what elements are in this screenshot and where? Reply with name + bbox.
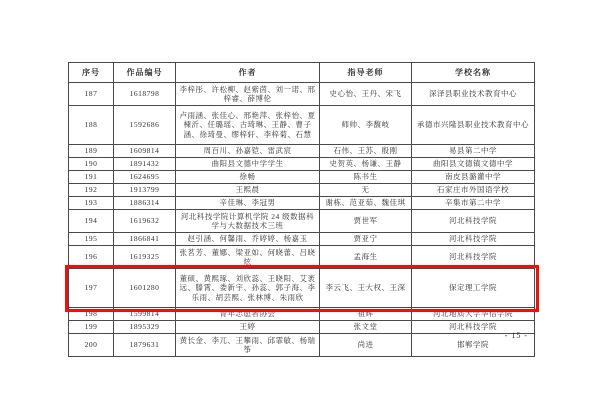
cell-serial-number: 192 [69, 184, 114, 197]
cell-authors: 青年志愿者协会 [176, 308, 320, 321]
cell-authors: 曲阳县文德中学学生 [176, 158, 320, 171]
cell-school-name: 曲阳县文德镇文德中学 [412, 158, 535, 171]
cell-authors: 河北科技学院计算机学院 24 级数据科学与大数据技术三班 [176, 210, 320, 233]
cell-authors: 张茗芳、董娜、梁亚如、何晓蕾、吕晓炫 [176, 246, 320, 269]
cell-serial-number: 198 [69, 308, 114, 321]
cell-serial-number: 187 [69, 83, 114, 106]
cell-work-code: 1601280 [114, 269, 176, 308]
cell-serial-number: 190 [69, 158, 114, 171]
header-school-name: 学校名称 [412, 63, 535, 83]
cell-serial-number: 188 [69, 106, 114, 145]
cell-authors: 赵引涵、何馨雨、乔婷婷、杨嘉玉 [176, 233, 320, 246]
table-row [69, 145, 535, 158]
cell-advisors: 无 [320, 184, 412, 197]
cell-school-name: 保定理工学院 [412, 269, 535, 308]
table-row [69, 308, 535, 321]
cell-school-name: 河北科技学院 [412, 233, 535, 246]
cell-school-name: 河北科技学院 [412, 321, 535, 334]
cell-advisors: 谢栋、范亚茹、魏佳琪 [320, 197, 412, 210]
cell-serial-number: 197 [69, 269, 114, 308]
cell-advisors: 张文堂 [320, 321, 412, 334]
cell-advisors: 石伟、王苏、殷刚 [320, 145, 412, 158]
cell-serial-number: 191 [69, 171, 114, 184]
cell-work-code: 1619632 [114, 210, 176, 233]
cell-school-name: 辛集市第二中学 [412, 197, 535, 210]
cell-work-code: 1599814 [114, 308, 176, 321]
cell-work-code: 1891432 [114, 158, 176, 171]
cell-school-name: 邯郸学院 [412, 334, 535, 357]
cell-school-name: 南皮县潞灌中学 [412, 171, 535, 184]
cell-serial-number: 200 [69, 334, 114, 357]
cell-authors: 辛佳琳、李冠男 [176, 197, 320, 210]
header-advisors: 指导老师 [320, 63, 412, 83]
cell-school-name: 深泽县职业技术教育中心 [412, 83, 535, 106]
cell-advisors: 史贺英、杨谦、王静 [320, 158, 412, 171]
table-row [69, 171, 535, 184]
table-row-highlighted [69, 269, 535, 308]
cell-advisors: 尚进 [320, 334, 412, 357]
cell-serial-number: 194 [69, 210, 114, 233]
page-number: - 15 - [504, 331, 528, 340]
cell-serial-number: 193 [69, 197, 114, 210]
cell-school-name: 承德市兴隆县职业技术教育中心 [412, 106, 535, 145]
cell-work-code: 1913799 [114, 184, 176, 197]
table-row [69, 197, 535, 210]
cell-serial-number: 196 [69, 246, 114, 269]
header-serial-number: 序号 [69, 63, 114, 83]
cell-work-code: 1619325 [114, 246, 176, 269]
cell-advisors: 陈书生 [320, 171, 412, 184]
table-row [69, 321, 535, 334]
cell-authors: 李梓彤、许松柳、赵紫茵、刘一诺、邢梓睿、薛博伦 [176, 83, 320, 106]
table-row [69, 158, 535, 171]
cell-serial-number: 195 [69, 233, 114, 246]
table-row [69, 106, 535, 145]
cell-work-code: 1618798 [114, 83, 176, 106]
cell-work-code: 1866841 [114, 233, 176, 246]
cell-authors: 徐畅 [176, 171, 320, 184]
cell-serial-number: 199 [69, 321, 114, 334]
cell-advisors: 祖辉 [320, 308, 412, 321]
cell-work-code: 1895329 [114, 321, 176, 334]
cell-school-name: 石家庄市外国语学校 [412, 184, 535, 197]
cell-school-name: 河北科技学院 [412, 246, 535, 269]
cell-authors: 王婷 [176, 321, 320, 334]
cell-work-code: 1592686 [114, 106, 176, 145]
cell-advisors: 李云飞、王大权、王深 [320, 269, 412, 308]
cell-work-code: 1879631 [114, 334, 176, 357]
cell-authors: 王熙晨 [176, 184, 320, 197]
cell-authors: 周百川、孙嘉铠、雷武宸 [176, 145, 320, 158]
cell-authors: 董硕、黄熙琢、刘欣蕊、王晓阳、艾袤远、滕霄、娄新宇、孙蕊、郭子海、李乐雨、胡芸熙、张林博、朱雨欣 [176, 269, 320, 308]
cell-authors: 黄长金、李兀、王攀雨、邱霏敏、杨瑞筝 [176, 334, 320, 357]
cell-work-code: 1624695 [114, 171, 176, 184]
table-row [69, 246, 535, 269]
cell-advisors: 史心怡、王丹、宋飞 [320, 83, 412, 106]
header-work-code: 作品编号 [114, 63, 176, 83]
cell-work-code: 1886314 [114, 197, 176, 210]
cell-advisors: 师帅、李馥岐 [320, 106, 412, 145]
cell-advisors: 贾亚宁 [320, 233, 412, 246]
cell-work-code: 1609814 [114, 145, 176, 158]
header-authors: 作者 [176, 63, 320, 83]
table-row [69, 233, 535, 246]
table-row [69, 83, 535, 106]
cell-authors: 卢雨涵、张佳心、邢艳萍、张梓怡、夏楝沂、任璐瑶、古琦琳、王静、曹子涵、徐琦曼、缪梓轩、李梓菊、石慧 [176, 106, 320, 145]
table-row [69, 184, 535, 197]
award-list-table [68, 62, 535, 357]
cell-school-name: 易县第二中学 [412, 145, 535, 158]
table-header-row [69, 63, 535, 83]
cell-advisors: 孟海生 [320, 246, 412, 269]
cell-advisors: 贾世军 [320, 210, 412, 233]
table-row [69, 210, 535, 233]
cell-serial-number: 189 [69, 145, 114, 158]
cell-school-name: 河北地质大学华信学院 [412, 308, 535, 321]
cell-school-name: 河北科技学院 [412, 210, 535, 233]
table-row [69, 334, 535, 357]
